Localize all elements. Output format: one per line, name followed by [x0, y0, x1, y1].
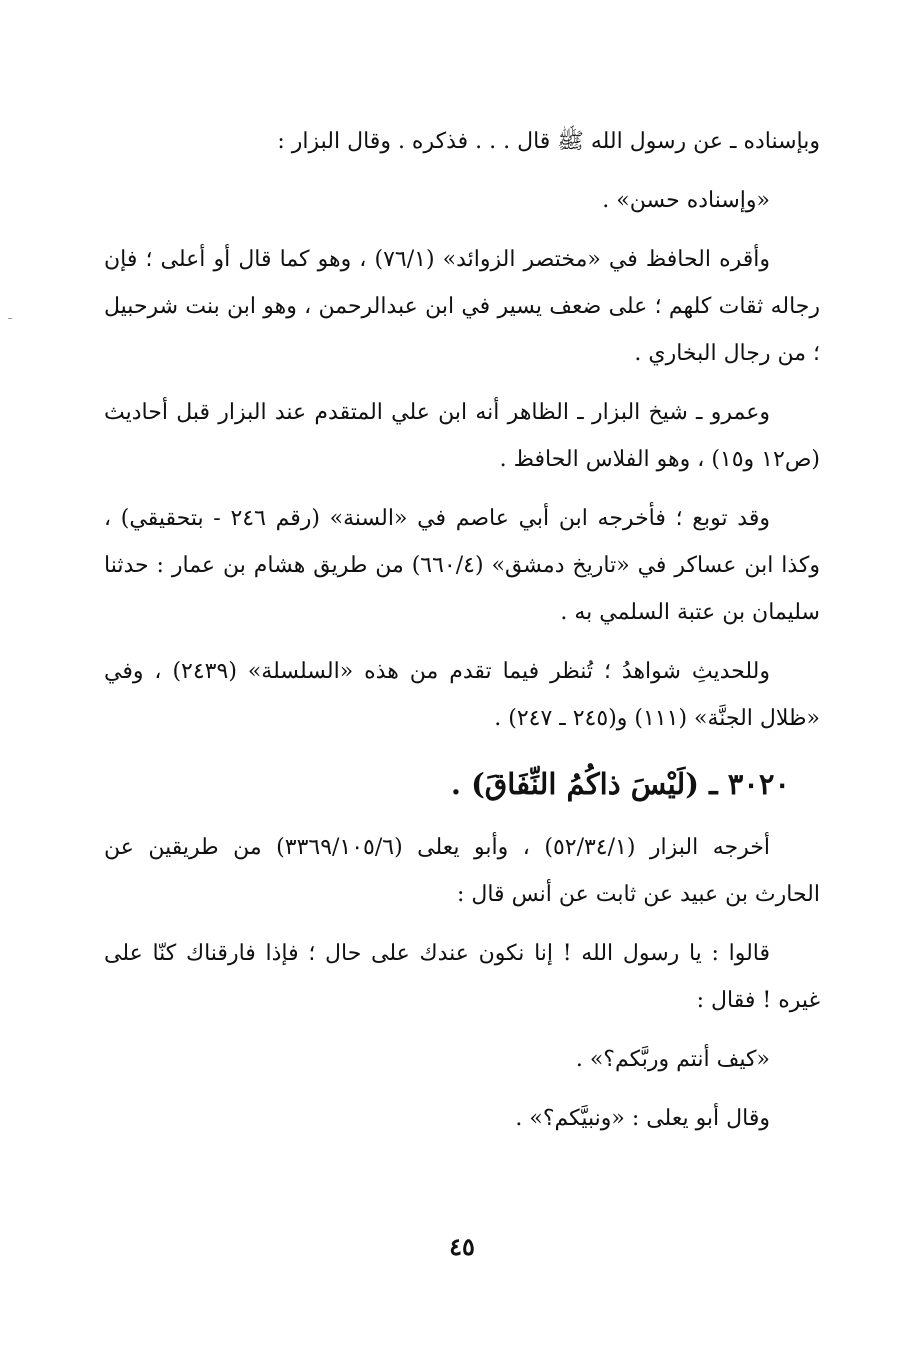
page-body [104, 118, 820, 1154]
paragraph-hadith-text: قالوا : يا رسول الله ! إنا نكون عندك على حال ؛ فإذا فارقناك كنّا على غيره ! فقال : [104, 941, 820, 1013]
paragraph-amr-identity: وعمرو ـ شيخ البزار ـ الظاهر أنه ابن علي المتقدم عند البزار قبل أحاديث (ص١٢ و١٥) ، وهو الفلاس الحافظ . [104, 400, 820, 472]
quote-how-are-you: «كيف أنتم وربَّكم؟» . [575, 1047, 770, 1072]
margin-mark [8, 318, 12, 319]
page-number: ٤٥ [449, 1232, 475, 1261]
paragraph-hafiz-approval: وأقره الحافظ في «مختصر الزوائد» (٧٦/١) ، وهو كما قال أو أعلى ؛ فإن رجاله ثقات كلهم ؛ على ضعف يسير في ابن عبدالرحمن ، وهو ابن بنت شرحبيل ؛ من رجال البخاري . [104, 247, 820, 366]
paragraph-isnad: وبإسناده ـ عن رسول الله ﷺ قال . . . فذكره . وقال البزار : [277, 129, 820, 154]
quote-abu-yala-variant: وقال أبو يعلى : «ونبيَّكم؟» . [515, 1106, 770, 1131]
paragraph-supporting-narrations: وللحديثِ شواهدُ ؛ تُنظر فيما تقدم من هذه «السلسلة» (٢٤٣٩) ، وفي «ظلال الجنَّة» (١١١) و(٢٤٥ ـ ٢٤٧) . [104, 659, 820, 731]
hadith-heading: ٣٠٢٠ ـ (لَيْسَ ذاكُمُ النِّفَاقَ) . [450, 767, 790, 801]
quote-bazzar-grading: «وإسناده حسن» . [602, 188, 770, 213]
paragraph-takhrij: أخرجه البزار (٥٢/٣٤/١) ، وأبو يعلى (٣٣٦٩/١٠٥/٦) من طريقين عن الحارث بن عبيد عن ثابت عن أنس قال : [104, 835, 820, 907]
paragraph-corroboration: وقد توبع ؛ فأخرجه ابن أبي عاصم في «السنة» (رقم ٢٤٦ - بتحقيقي) ، وكذا ابن عساكر في «تاريخ دمشق» (٦٦٠/٤) من طريق هشام بن عمار : حدثنا سليمان بن عتبة السلمي به . [104, 506, 820, 625]
